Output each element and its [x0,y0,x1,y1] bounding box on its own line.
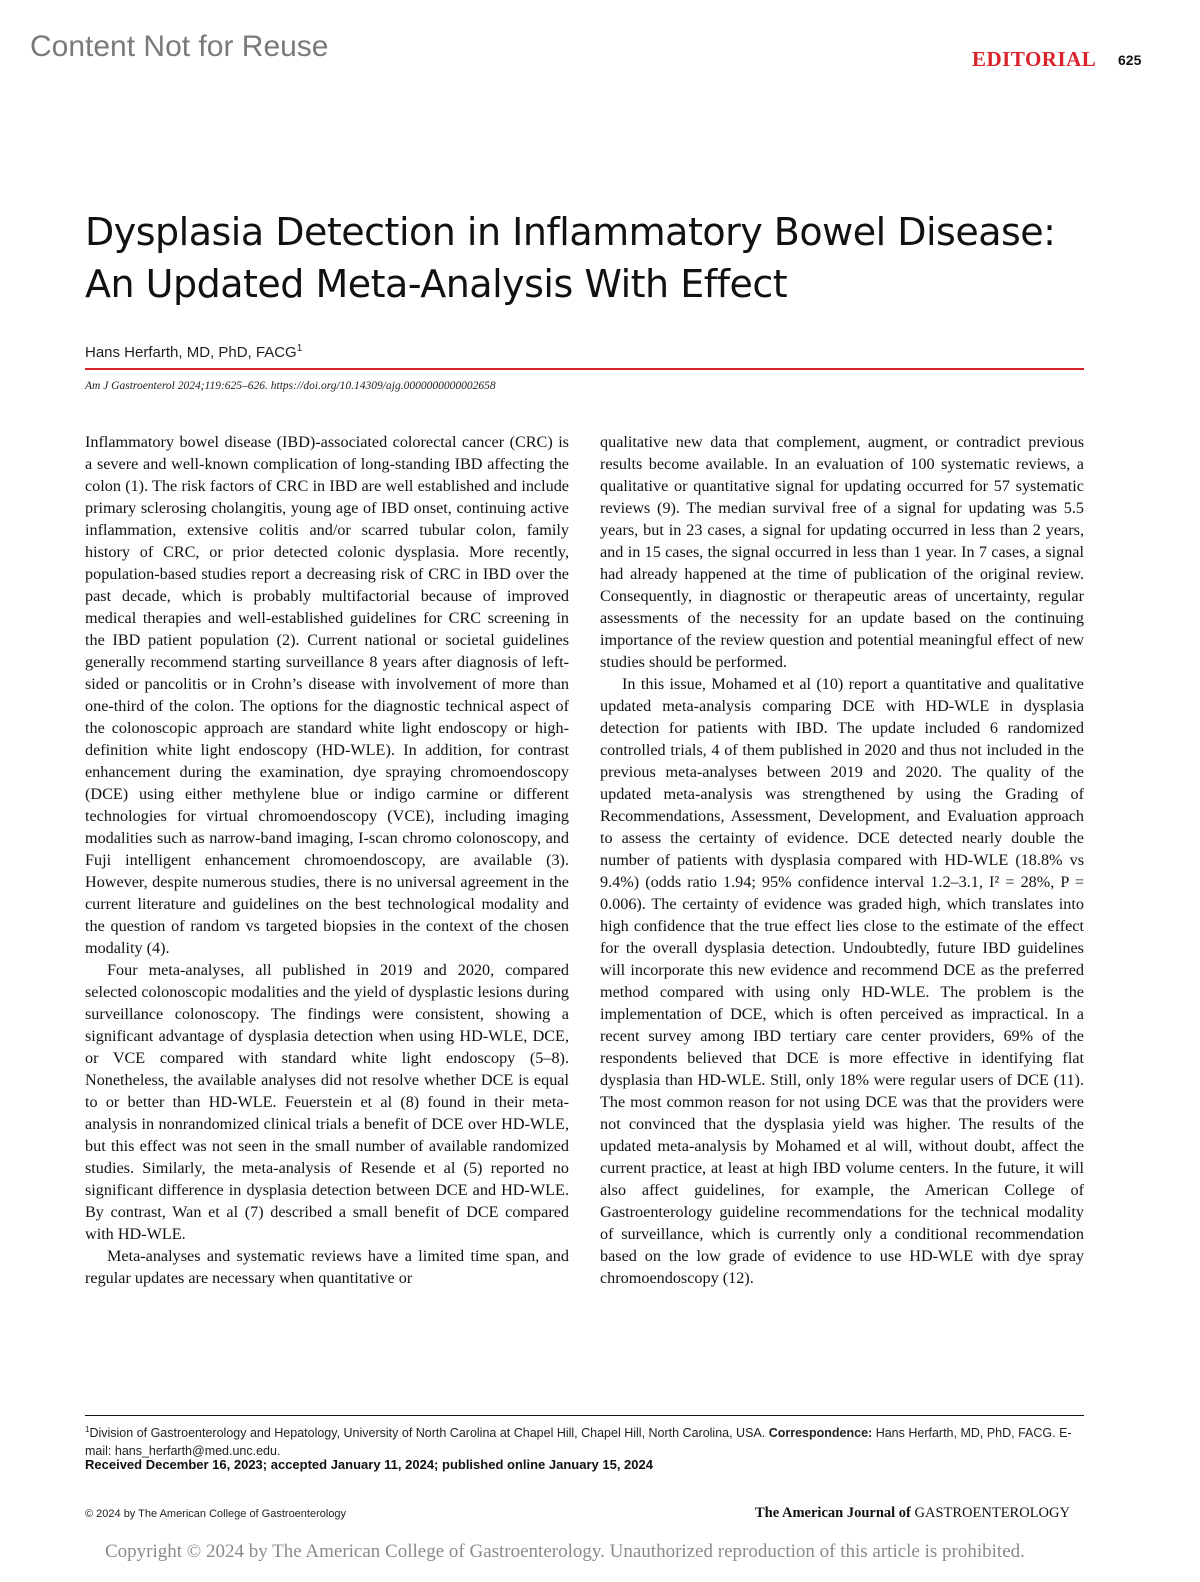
title-line-1: Dysplasia Detection in Inflammatory Bowel Disease: [85,210,1056,254]
paragraph: qualitative new data that complement, augment, or contradict previous results become available. In an evaluation of 100 systematic reviews, a qualitative or quantitative signal for updating occurred for 57 systematic reviews (9). The median survival free of a signal for updating was 5.5 years, but in 23 cases, a signal for updating occurred in less than 2 years, and in 15 cases, the signal occurred in less than 1 year. In 7 cases, a signal had already happened at the time of publication of the original review. Consequently, in diagnostic or therapeutic areas of uncertainty, regular assessments of the necessity for an update based on the continuing importance of the review question and potential meaningful effect of new studies should be performed. [600,433,1084,671]
article-title [85,206,1125,310]
copyright-line: © 2024 by The American College of Gastroenterology [85,1508,347,1520]
received-dates: Received December 16, 2023; accepted January 11, 2024; published online January 15, 2024 [85,1457,653,1472]
correspondence-text: Hans Herfarth, MD, PhD, FACG. E-mail: hans_herfarth@med.unc.edu. [85,1426,1072,1459]
copyright-notice: Copyright © 2024 by The American College of Gastroenterology. Unauthorized reproduction of this article is prohibited. [105,1541,1025,1562]
body-column-left [85,431,569,1289]
correspondence-label: Correspondence: [768,1426,873,1441]
journal-title: GASTROENTEROLOGY [914,1505,1070,1521]
paragraph: In this issue, Mohamed et al (10) report a quantitative and qualitative updated meta-analysis comparing DCE with HD-WLE in dysplasia detection for patients with IBD. The update included 6 randomized controlled trials, 4 of them published in 2020 and thus not included in the previous meta-analyses between 2019 and 2020. The quality of the updated meta-analysis was strengthened by using the Grading of Recommendations, Assessment, Development, and Evaluation approach to assess the certainty of evidence. DCE detected nearly double the number of patients with dysplasia compared with HD-WLE (18.8% vs 9.4%) (odds ratio 1.94; 95% confidence interval 1.2–3.1, I² = 28%, P = 0.006). The certainty of evidence was graded high, which translates into high confidence that the true effect lies close to the estimate of the effect for the overall dysplasia detection. Undoubtedly, future IBD guidelines will incorporate this new evidence and recommend DCE as the preferred method compared with using only HD-WLE. The problem is the implementation of DCE, which is often perceived as impractical. In a recent survey among IBD tertiary care center providers, 69% of the respondents believed that DCE is more effective in identifying flat dysplasia than HD-WLE. Still, only 18% were regular users of DCE (11). The most common reason for not using DCE was that the providers were not convinced that the dysplasia yield was higher. The results of the updated meta-analysis by Mohamed et al will, without doubt, affect the current practice, at least at high IBD volume centers. In the future, it will also affect guidelines, for example, the American College of Gastroenterology guideline recommendations for the technical modality of surveillance, which is currently only a conditional recommendation based on the low grade of evidence to use HD-WLE with dye spray chromoendoscopy (12). [600,675,1084,1287]
author-line [85,343,302,361]
paragraph: Four meta-analyses, all published in 2019 and 2020, compared selected colonoscopic modalities and the yield of dysplastic lesions during surveillance colonoscopy. The findings were consistent, showing a significant advantage of dysplasia detection when using HD-WLE, DCE, or VCE compared with standard white light endoscopy (5–8). Nonetheless, the available analyses did not resolve whether DCE is equal to or better than HD-WLE. Feuerstein et al (8) found in their meta-analysis in nonrandomized clinical trials a benefit of DCE over HD-WLE, but this effect was not seen in the small number of available randomized studies. Similarly, the meta-analysis of Resende et al (5) reported no significant difference in dysplasia detection between DCE and HD-WLE. By contrast, Wan et al (7) described a small benefit of DCE compared with HD-WLE. [85,961,569,1243]
title-divider [85,368,1084,370]
journal-name [755,1505,1070,1522]
article-citation: Am J Gastroenterol 2024;119:625–626. https://doi.org/10.14309/ajg.0000000000002658 [85,380,496,392]
journal-prefix: The American Journal of [755,1505,911,1521]
watermark-text: Content Not for Reuse [30,30,329,63]
body-column-right [600,431,1084,1289]
title-line-2: An Updated Meta-Analysis With Effect [85,262,788,306]
affiliation-footnote [85,1421,1085,1460]
paragraph: Inflammatory bowel disease (IBD)-associated colorectal cancer (CRC) is a severe and well-known complication of long-standing IBD affecting the colon (1). The risk factors of CRC in IBD are well established and include primary sclerosing cholangitis, young age of IBD onset, continuing active inflammation, extensive colitis and/or scarred tubular colon, family history of CRC, or prior detected colonic dysplasia. More recently, population-based studies report a decreasing risk of CRC in IBD over the past decade, which is probably multifactorial because of improved medical therapies and well-established guidelines for CRC screening in the IBD patient population (2). Current national or societal guidelines generally recommend starting surveillance 8 years after diagnosis of left-sided or pancolitis or in Crohn’s disease with involvement of more than one-third of the colon. The options for the diagnostic technical aspect of the colonoscopic approach are standard white light endoscopy or high-definition white light endoscopy (HD-WLE). In addition, for contrast enhancement during the examination, dye spraying chromoendoscopy (DCE) using either methylene blue or indigo carmine or different technologies for virtual chromoendoscopy (VCE), including imaging modalities such as narrow-band imaging, I-scan chromo colonoscopy, and Fuji intelligent enhancement chromoendoscopy, are available (3). However, despite numerous studies, there is no universal agreement in the current literature and guidelines on the best technological modality and the question of random vs targeted biopsies in the context of the chosen modality (4). [85,433,569,957]
author-affiliation-mark: 1 [296,343,303,354]
affiliation-text: Division of Gastroenterology and Hepatology, University of North Carolina at Chapel Hill, Chapel Hill, North Carolina, USA. [89,1426,766,1441]
author-name: Hans Herfarth, MD, PhD, FACG [85,344,297,361]
paragraph: Meta-analyses and systematic reviews have a limited time span, and regular updates are necessary when quantitative or [85,1247,569,1287]
page-number: 625 [1118,52,1142,68]
footnote-divider [85,1415,1084,1416]
section-label: EDITORIAL [972,47,1097,71]
affiliation-mark: 1 [85,1425,90,1434]
